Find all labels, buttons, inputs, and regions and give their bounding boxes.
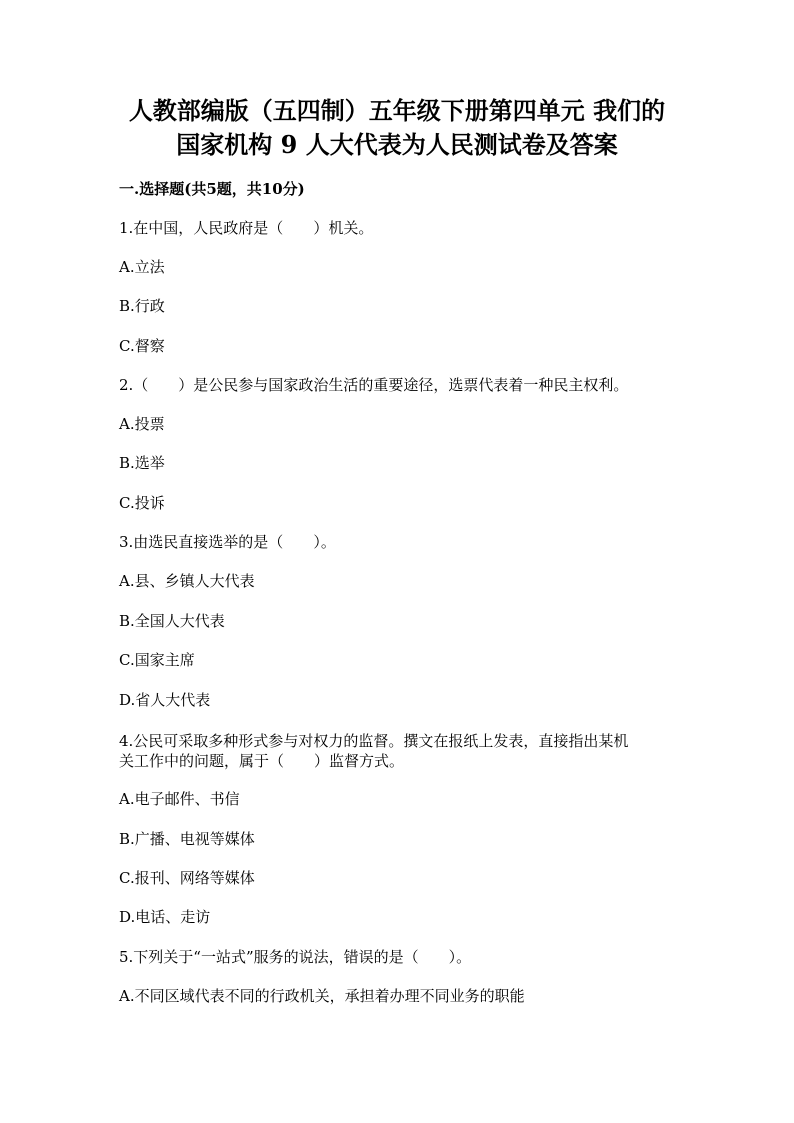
question-4-option-c: C.报刊、网络等媒体 — [119, 869, 255, 887]
question-2-option-b: B.选举 — [119, 454, 165, 472]
question-1-stem: 1.在中国，人民政府是（ ）机关。 — [119, 219, 374, 237]
question-4-option-b: B.广播、电视等媒体 — [119, 830, 255, 848]
question-3-option-c: C.国家主席 — [119, 651, 195, 669]
question-1-option-b: B.行政 — [119, 297, 165, 315]
question-4-option-a: A.电子邮件、书信 — [119, 790, 240, 808]
question-1-option-a: A.立法 — [119, 258, 165, 276]
document-title-line-2: 国家机构 9 人大代表为人民测试卷及答案 — [176, 130, 618, 159]
question-3-stem: 3.由选民直接选举的是（ ）。 — [119, 533, 336, 551]
question-5-option-a: A.不同区域代表不同的行政机关，承担着办理不同业务的职能 — [119, 987, 525, 1005]
question-4-stem-line-1: 4.公民可采取多种形式参与对权力的监督。撰文在报纸上发表，直接指出某机 — [119, 732, 629, 750]
question-3-option-b: B.全国人大代表 — [119, 612, 225, 630]
question-1-option-c: C.督察 — [119, 337, 165, 355]
question-2-stem: 2.（ ）是公民参与国家政治生活的重要途径，选票代表着一种民主权利。 — [119, 376, 629, 394]
question-5-stem: 5.下列关于“一站式”服务的说法，错误的是（ ）。 — [119, 948, 472, 966]
question-3-option-d: D.省人大代表 — [119, 691, 211, 709]
question-4-option-d: D.电话、走访 — [119, 908, 211, 926]
question-4-stem-line-2: 关工作中的问题，属于（ ）监督方式。 — [119, 752, 405, 770]
question-2-option-c: C.投诉 — [119, 494, 165, 512]
question-2-option-a: A.投票 — [119, 415, 165, 433]
document-title-line-1: 人教部编版（五四制）五年级下册第四单元 我们的 — [128, 96, 666, 125]
section-heading: 一.选择题(共5题，共10分) — [119, 180, 305, 198]
question-3-option-a: A.县、乡镇人大代表 — [119, 572, 255, 590]
